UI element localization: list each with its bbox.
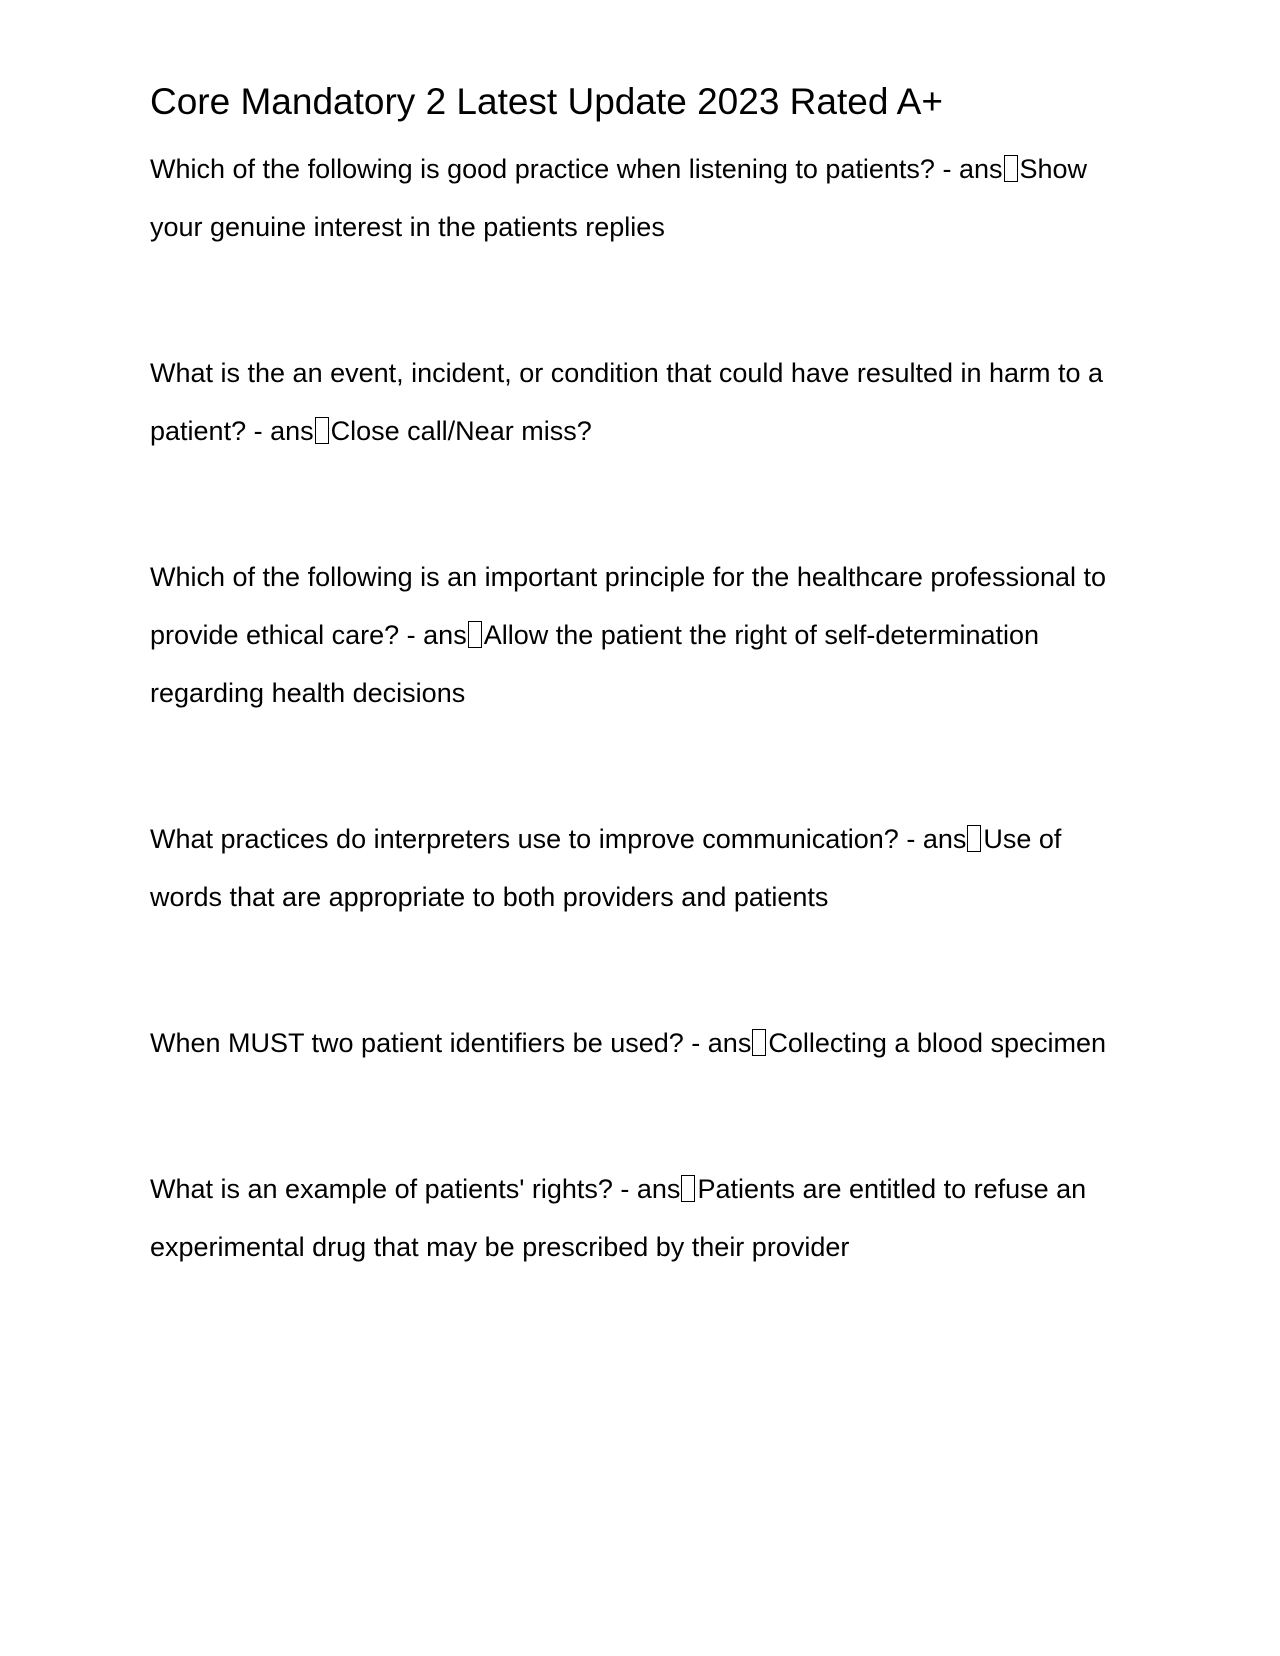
question-text: What practices do interpreters use to improve communication? — [150, 824, 899, 854]
document-content — [150, 76, 1135, 1364]
qa-item — [150, 140, 1135, 256]
question-text: When MUST two patient identifiers be used? — [150, 1028, 684, 1058]
missing-glyph-icon — [967, 825, 981, 852]
answer-prefix: ans — [958, 154, 1003, 184]
separator-text: - — [399, 620, 424, 650]
answer-prefix: ans — [636, 1174, 681, 1204]
separator-text: - — [612, 1174, 637, 1204]
qa-item — [150, 548, 1135, 722]
answer-prefix: ans — [922, 824, 967, 854]
question-text: Which of the following is an important principle for the healthcare professional to provide ethical care? — [150, 562, 1107, 650]
separator-text: - — [246, 416, 271, 446]
qa-item — [150, 1014, 1135, 1072]
qa-item — [150, 810, 1135, 926]
question-text: Which of the following is good practice when listening to patients? — [150, 154, 935, 184]
answer-text: Use of words that are appropriate to both providers and patients — [150, 824, 1062, 912]
answer-text: Close call/Near miss? — [330, 416, 592, 446]
missing-glyph-icon — [315, 417, 329, 444]
answer-text: Collecting a blood specimen — [768, 1028, 1107, 1058]
answer-prefix: ans — [270, 416, 314, 446]
question-text: What is the an event, incident, or condition that could have resulted in harm to a patient? — [150, 358, 1104, 446]
answer-text: Patients are entitled to refuse an experimental drug that may be prescribed by their provider — [150, 1174, 1087, 1262]
missing-glyph-icon — [468, 621, 482, 648]
answer-text: Allow the patient the right of self-determination regarding health decisions — [150, 620, 1040, 708]
answer-prefix: ans — [707, 1028, 752, 1058]
question-text: What is an example of patients' rights? — [150, 1174, 613, 1204]
separator-text: - — [934, 154, 959, 184]
qa-item — [150, 1160, 1135, 1276]
answer-text: Show your genuine interest in the patients replies — [150, 154, 1088, 242]
document-title: Core Mandatory 2 Latest Update 2023 Rated A+ — [150, 81, 943, 122]
answer-prefix: ans — [423, 620, 467, 650]
qa-item — [150, 344, 1135, 460]
missing-glyph-icon — [681, 1175, 695, 1202]
missing-glyph-icon — [1004, 155, 1018, 182]
missing-glyph-icon — [752, 1029, 766, 1056]
separator-text: - — [898, 824, 923, 854]
separator-text: - — [683, 1028, 708, 1058]
